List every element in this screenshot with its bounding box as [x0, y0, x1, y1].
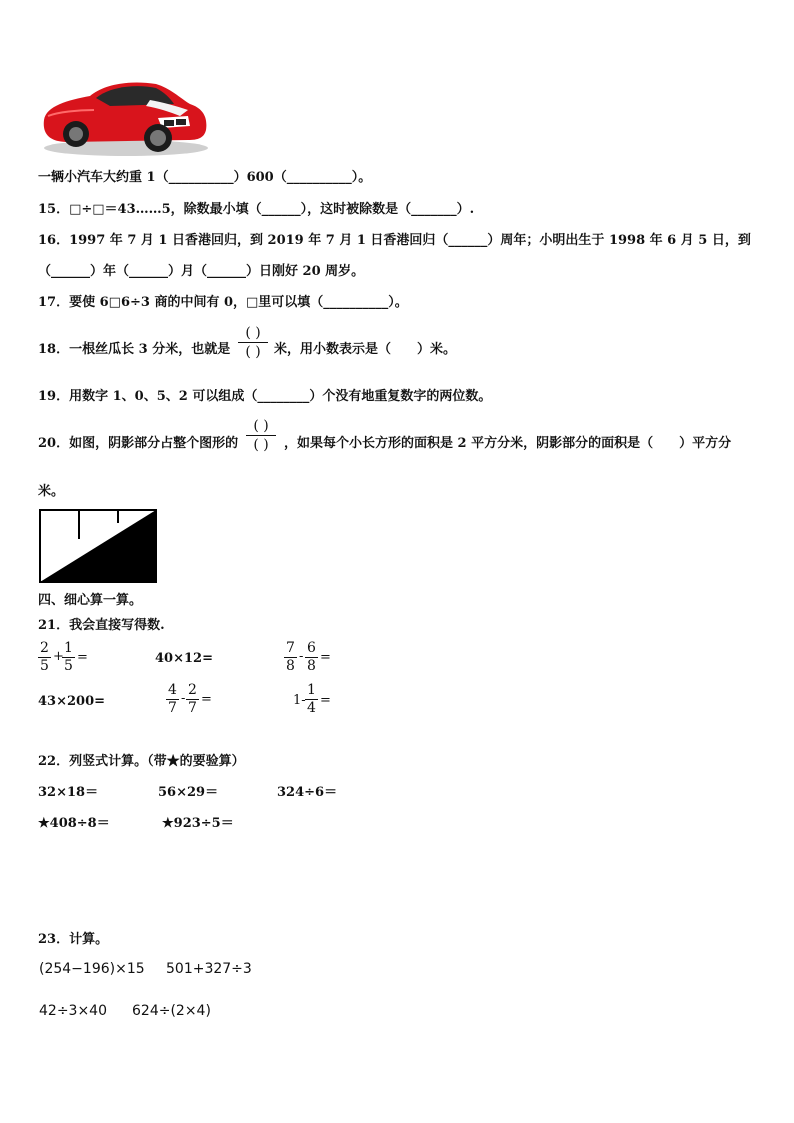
fraction-4-7 — [166, 682, 179, 717]
numerator: 2 — [188, 682, 197, 698]
question-20-line-2: 米。 — [38, 484, 65, 499]
prefix: 1- — [293, 693, 306, 708]
question-14: 一辆小汽车大约重 1（__________）600（__________）。 — [38, 170, 372, 185]
section-4-title: 四、细心算一算。 — [38, 593, 143, 608]
vertical-calc-item: ★408÷8＝ — [38, 816, 110, 831]
fraction-1-4 — [305, 682, 318, 717]
denominator: 8 — [286, 658, 295, 674]
fraction-numerator: ( ) — [245, 325, 261, 341]
equals: = — [201, 692, 212, 707]
numerator: 1 — [64, 640, 73, 656]
question-16-line-2: （______）年（______）月（______）日刚好 20 周岁。 — [38, 264, 365, 279]
denominator: 5 — [40, 658, 49, 674]
fraction-numerator: ( ) — [253, 418, 269, 434]
numerator: 2 — [40, 640, 49, 656]
numerator: 6 — [307, 640, 316, 656]
fraction-2-7 — [186, 682, 199, 717]
equals: = — [320, 650, 331, 665]
fraction-denominator: ( ) — [253, 437, 269, 453]
question-17: 17．要使 6□6÷3 商的中间有 0，□里可以填（__________）。 — [38, 295, 408, 310]
equals: = — [320, 693, 331, 708]
calc-item: (254−196)×15 — [39, 961, 145, 977]
vertical-calc-item: 56×29＝ — [158, 785, 219, 800]
car-image — [38, 76, 210, 160]
calc-item: 42÷3×40 — [39, 1003, 107, 1019]
denominator: 5 — [64, 658, 73, 674]
fraction-7-8 — [284, 640, 297, 675]
fraction-denominator: ( ) — [245, 344, 261, 360]
fraction-6-8 — [305, 640, 318, 675]
question-18-before: 18．一根丝瓜长 3 分米，也就是 — [38, 342, 231, 357]
operator: + — [53, 649, 64, 664]
question-18-fraction — [238, 325, 268, 360]
mental-math-item: 40×12= — [155, 651, 213, 666]
numerator: 1 — [307, 682, 316, 698]
question-20-after: ，如果每个小长方形的面积是 2 平方分米，阴影部分的面积是（ ）平方分 — [284, 436, 732, 451]
question-22-title: 22．列竖式计算。（带★的要验算） — [38, 754, 245, 769]
operator: - — [299, 649, 304, 664]
question-20-before: 20．如图，阴影部分占整个图形的 — [38, 436, 239, 451]
operator: - — [181, 691, 186, 706]
vertical-calc-item: ★923÷5＝ — [162, 816, 234, 831]
question-20-fraction — [246, 418, 276, 453]
denominator: 7 — [188, 700, 197, 716]
question-19: 19．用数字 1、0、5、2 可以组成（________）个没有地重复数字的两位数。 — [38, 389, 492, 404]
fraction-2-5 — [38, 640, 51, 675]
denominator: 4 — [307, 700, 316, 716]
mental-math-item: 43×200= — [38, 694, 106, 709]
fraction-1-5 — [62, 640, 75, 675]
denominator: 7 — [168, 700, 177, 716]
denominator: 8 — [307, 658, 316, 674]
vertical-calc-item: 324÷6＝ — [277, 785, 338, 800]
question-23-title: 23．计算。 — [38, 932, 109, 947]
shaded-rectangle-figure — [39, 509, 157, 583]
numerator: 4 — [168, 682, 177, 698]
question-15: 15．□÷□＝43……5，除数最小填（______），这时被除数是（_______）. — [38, 202, 475, 217]
question-16-line-1: 16．1997 年 7 月 1 日香港回归，到 2019 年 7 月 1 日香港回归（______）周年；小明出生于 1998 年 6 月 5 日，到 — [38, 233, 751, 248]
numerator: 7 — [286, 640, 295, 656]
calc-item: 624÷(2×4) — [132, 1003, 211, 1019]
question-18-after: 米，用小数表示是（ ）米。 — [274, 342, 457, 357]
vertical-calc-item: 32×18＝ — [38, 785, 99, 800]
question-21-title: 21．我会直接写得数. — [38, 618, 165, 633]
calc-item: 501+327÷3 — [166, 961, 252, 977]
equals: = — [77, 650, 88, 665]
